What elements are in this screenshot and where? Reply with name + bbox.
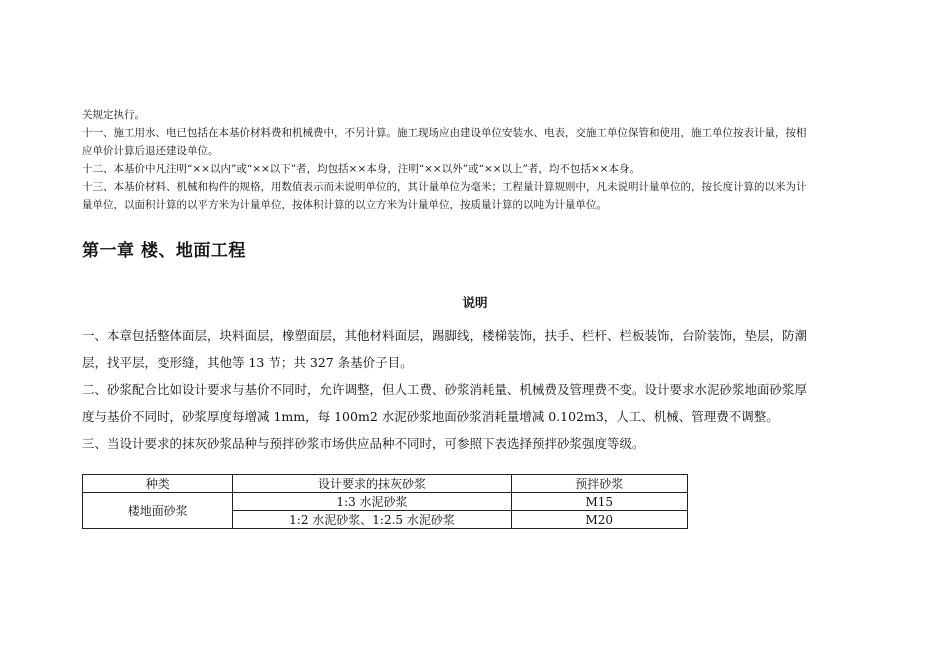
table-row [83, 493, 688, 511]
note-line: 十一、施工用水、电已包括在本基价材料费和机械费中，不另计算。施工现场应由建设单位安装水、电表，交施工单位保管和使用，施工单位按表计量，按相 [82, 127, 807, 139]
note-line: 十三、本基价材料、机械和构件的规格，用数值表示而未说明单位的，其计量单位为毫米；工程量计算规则中，凡未说明计量单位的，按长度计算的以米为计 [82, 181, 807, 193]
paragraph-line: 二、砂浆配合比如设计要求与基价不同时，允许调整，但人工费、砂浆消耗量、机械费及管理费不变。设计要求水泥砂浆地面砂浆厚 [82, 382, 808, 397]
note-line: 十二、本基价中凡注明“××以内”或“××以下”者，均包括××本身，注明“××以外”或“××以上”者，均不包括××本身。 [82, 163, 641, 175]
paragraph-line: 层，找平层，变形缝，其他等 13 节；共 327 条基价子目。 [82, 355, 413, 370]
cell-premix: M20 [511, 511, 687, 529]
cell-design: 1:2 水泥砂浆、1:2.5 水泥砂浆 [233, 511, 511, 529]
chapter-notes [82, 322, 882, 457]
paragraph-line: 度与基价不同时，砂浆厚度每增减 1mm，每 100m2 水泥砂浆地面砂浆消耗量增减 0.102m3，人工、机械、管理费不调整。 [82, 409, 779, 424]
note-line: 量单位，以面积计算的以平方米为计量单位，按体积计算的以立方米为计量单位，按质量计算的以吨为计量单位。 [82, 199, 607, 211]
general-notes [82, 106, 872, 214]
cell-category: 楼地面砂浆 [83, 493, 233, 529]
section-title: 说明 [462, 295, 488, 310]
chapter-title: 第一章 楼、地面工程 [82, 241, 246, 261]
cell-premix: M15 [511, 493, 687, 511]
header-category: 种类 [83, 475, 233, 493]
paragraph-line: 一、本章包括整体面层，块料面层，橡塑面层，其他材料面层，踢脚线，楼梯装饰，扶手、栏杆、栏板装饰，台阶装饰，垫层，防潮 [82, 328, 808, 343]
mortar-table [82, 474, 688, 529]
note-line: 关规定执行。 [82, 109, 145, 121]
note-line: 应单价计算后退还建设单位。 [82, 145, 219, 157]
cell-design: 1:3 水泥砂浆 [233, 493, 511, 511]
header-premix-mortar: 预拌砂浆 [511, 475, 687, 493]
paragraph-line: 三、当设计要求的抹灰砂浆品种与预拌砂浆市场供应品种不同时，可参照下表选择预拌砂浆强度等级。 [82, 436, 645, 451]
header-design-mortar: 设计要求的抹灰砂浆 [233, 475, 511, 493]
table-header-row [83, 475, 688, 493]
